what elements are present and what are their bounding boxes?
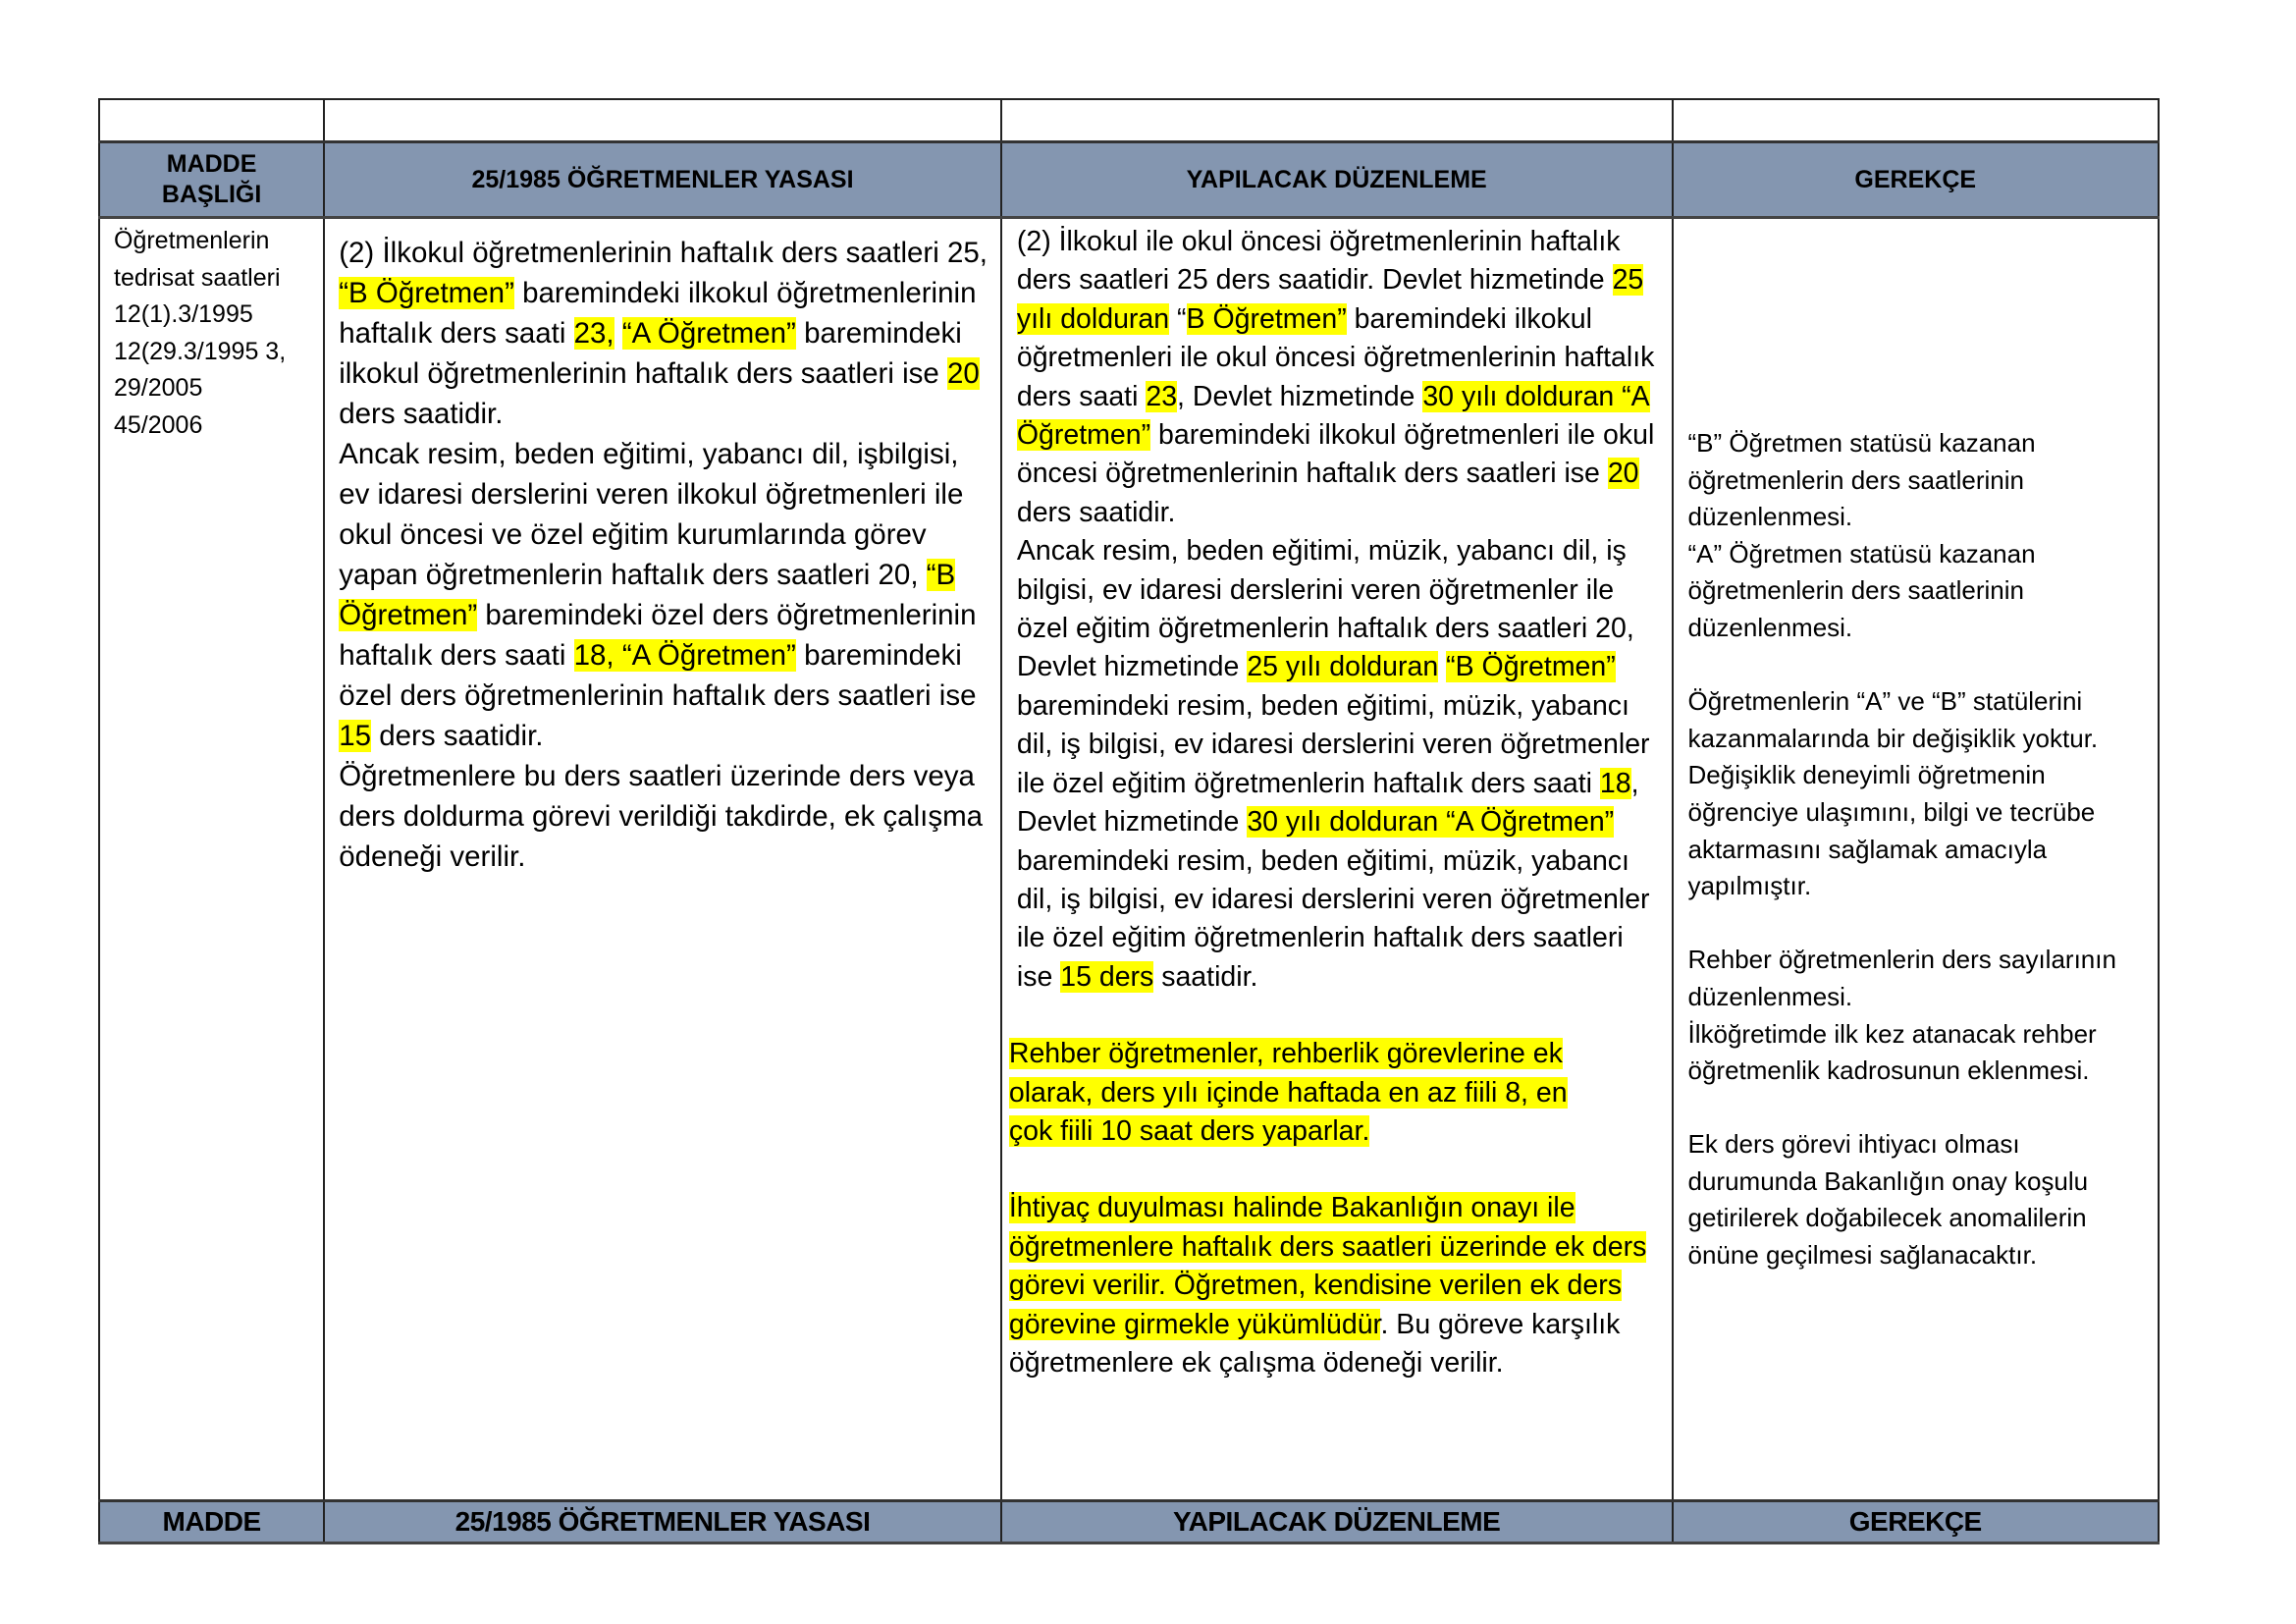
madde-line: tedrisat saatleri	[114, 263, 281, 292]
gerekce-cell	[1673, 218, 2160, 1501]
law-paragraph	[339, 434, 990, 756]
highlighted-text: 23	[1146, 380, 1178, 412]
text-run: ders saatidir.	[339, 398, 504, 430]
regulation-paragraph	[1017, 532, 1664, 997]
regulation-paragraph	[1009, 1035, 1583, 1151]
footer-yapilacak-duzenleme: YAPILACAK DÜZENLEME	[1001, 1501, 1673, 1543]
highlighted-text: 20	[947, 357, 980, 390]
madde-line: Öğretmenlerin	[114, 227, 270, 254]
gerekce-paragraph: İlköğretimde ilk kez atanacak rehber öğretmenlik kadrosunun eklenmesi.	[1687, 1018, 2097, 1086]
gerekce-paragraph: “A” Öğretmen statüsü kazanan öğretmenlerin ders saatlerinin düzenlenmesi.	[1687, 538, 2036, 642]
blank-cell	[99, 99, 324, 142]
gerekce-paragraph: Öğretmenlerin “A” ve “B” statülerini kazanmalarında bir değişiklik yoktur. Değişiklik deneyimli öğretmenin öğrenciye ulaşımını, bilgi ve tecrübe aktarmasını sağlamak amacıyla yapılmıştır.	[1687, 686, 2099, 901]
paragraph-spacer	[1688, 647, 2145, 684]
blank-cell	[324, 99, 1001, 142]
regulation-text-cell	[1001, 218, 1673, 1501]
highlighted-text: 25 yılı dolduran	[1016, 264, 1644, 335]
footer-ogretmenler-yasasi: 25/1985 ÖĞRETMENLER YASASI	[324, 1501, 1001, 1543]
paragraph-spacer	[1688, 905, 2145, 943]
highlighted-text: 30 yılı dolduran “A Öğretmen”	[1016, 380, 1650, 452]
blank-cell	[1673, 99, 2160, 142]
highlighted-text: 18	[1599, 767, 1631, 799]
header-ogretmenler-yasasi	[324, 142, 1001, 218]
text-run: “	[1169, 302, 1187, 335]
highlighted-text: 30 yılı dolduran “A Öğretmen”	[1247, 806, 1615, 839]
text-run: baremindeki resim, beden eğitimi, müzik, yabancı dil, iş bilgisi, ev idaresi derslerini veren öğretmenler ile özel eğitim öğretmenlerin haftalık ders saati	[1016, 689, 1650, 799]
highlighted-text: 25 yılı dolduran	[1247, 651, 1439, 683]
paragraph-spacer	[1688, 1090, 2145, 1127]
text-run: baremindeki özel ders öğretmenlerinin haftalık ders saati	[339, 599, 977, 672]
paragraph-spacer	[1688, 219, 2145, 425]
text-run: , Devlet hizmetinde	[1016, 767, 1639, 839]
highlighted-text: “B Öğretmen”	[339, 277, 514, 309]
text-run: Ancak resim, beden eğitimi, müzik, yabancı dil, iş bilgisi, ev idaresi derslerini veren öğretmenler ile özel eğitim öğretmenlerin haftalık ders saatleri 20, Devlet hizmetinde	[1016, 535, 1634, 683]
text-run: baremindeki ilkokul öğretmenleri ile okul öncesi öğretmenlerinin haftalık ders saati	[1016, 302, 1655, 412]
footer-gerekce: GEREKÇE	[1673, 1501, 2160, 1543]
blank-row	[99, 99, 2159, 142]
header-label: YAPILACAK DÜZENLEME	[1186, 165, 1487, 193]
madde-cell	[99, 218, 324, 1501]
text-run	[614, 317, 622, 350]
law-paragraph	[339, 233, 990, 434]
law-paragraph	[339, 756, 990, 877]
highlighted-text: “A Öğretmen”	[621, 317, 796, 350]
highlighted-text: “B Öğretmen”	[339, 559, 956, 631]
highlighted-text: İhtiyaç duyulması halinde Bakanlığın onayı ile öğretmenlere haftalık ders saatleri üzerinde ek ders görevi verilir. Öğretmen, kendisine verilen ek ders görevine girmekle yükümlüdür	[1008, 1192, 1647, 1340]
text-run: ders saatidir.	[371, 720, 544, 752]
text-run: , Devlet hizmetinde	[1177, 380, 1423, 412]
text-run: (2) İlkokul öğretmenlerinin haftalık ders saatleri 25,	[339, 237, 988, 269]
text-run: baremindeki ilkokul öğretmenlerinin haftalık ders saati	[339, 277, 977, 350]
gerekce-paragraph: Rehber öğretmenlerin ders sayılarının düzenlenmesi.	[1687, 945, 2116, 1011]
text-run: ders saatidir.	[1016, 496, 1176, 528]
highlighted-text: 23,	[573, 317, 614, 350]
text-run: baremindeki özel ders öğretmenlerinin haftalık ders saatleri ise	[339, 639, 977, 712]
header-row	[99, 142, 2159, 218]
madde-line: 45/2006	[114, 410, 203, 439]
header-label: 25/1985 ÖĞRETMENLER YASASI	[471, 165, 854, 193]
text-run: . Bu göreve karşılık öğretmenlere ek çalışma ödeneği verilir.	[1008, 1308, 1621, 1379]
regulation-paragraph	[1009, 1189, 1664, 1382]
header-madde-basligi	[99, 142, 324, 218]
footer-madde: MADDE	[99, 1501, 324, 1543]
madde-line: 12(1).3/1995	[114, 300, 253, 328]
content-row	[99, 218, 2159, 1501]
text-run	[1438, 651, 1446, 682]
highlighted-text: “B Öğretmen”	[1446, 651, 1616, 683]
madde-line: 12(29.3/1995 3,	[114, 337, 287, 365]
madde-line: 29/2005	[114, 374, 203, 402]
gerekce-paragraph: “B” Öğretmen statüsü kazanan öğretmenlerin ders saatlerinin düzenlenmesi.	[1687, 428, 2036, 532]
text-run: baremindeki resim, beden eğitimi, müzik, yabancı dil, iş bilgisi, ev idaresi derslerini veren öğretmenler ile özel eğitim öğretmenlerin haftalık ders saatleri ise	[1016, 844, 1650, 993]
header-yapilacak-duzenleme	[1001, 142, 1673, 218]
repeated-header-row	[99, 1501, 2159, 1543]
highlighted-text: 15 ders	[1060, 960, 1154, 993]
blank-cell	[1001, 99, 1673, 142]
text-run: (2) İlkokul ile okul öncesi öğretmenlerinin haftalık ders saatleri 25 ders saatidir. Devlet hizmetinde	[1016, 226, 1621, 297]
highlighted-text: Rehber öğretmenler, rehberlik görevlerine ek olarak, ders yılı içinde haftada en az fiili 8, en çok fiili 10 saat ders yaparlar.	[1008, 1038, 1568, 1147]
highlighted-text: 20	[1607, 458, 1639, 490]
text-run: baremindeki ilkokul öğretmenlerinin haftalık ders saatleri ise	[339, 317, 962, 390]
paragraph-spacer	[1017, 997, 1664, 1035]
text-run: Ancak resim, beden eğitimi, yabancı dil, işbilgisi, ev idaresi derslerini veren ilkokul öğretmenleri ile okul öncesi ve özel eğitim kurumlarında görev yapan öğretmenlerin haftalık ders saatleri 20,	[339, 438, 964, 591]
highlighted-text: B Öğretmen”	[1186, 302, 1347, 335]
text-run: Öğretmenlere bu ders saatleri üzerinde ders veya ders doldurma görevi verildiği takdirde, ek çalışma ödeneği verilir.	[339, 760, 984, 873]
header-label: MADDE BAŞLIĞI	[161, 150, 262, 208]
highlighted-text: 18, “A Öğretmen”	[573, 639, 796, 672]
gerekce-paragraph: Ek ders görevi ihtiyacı olması durumunda Bakanlığın onay koşulu getirilerek doğabilecek anomalilerin önüne geçilmesi sağlanacaktır.	[1687, 1129, 2089, 1271]
header-label: GEREKÇE	[1854, 165, 1977, 193]
text-run: baremindeki ilkokul öğretmenleri ile okul öncesi öğretmenlerinin haftalık ders saatleri ise	[1016, 419, 1655, 490]
comparison-table	[98, 98, 2160, 1544]
highlighted-text: 15	[339, 720, 372, 752]
text-run: saatidir.	[1153, 960, 1258, 993]
paragraph-spacer	[1017, 1151, 1664, 1189]
law-text-cell	[324, 218, 1001, 1501]
header-gerekce	[1673, 142, 2160, 218]
regulation-paragraph	[1017, 223, 1664, 532]
